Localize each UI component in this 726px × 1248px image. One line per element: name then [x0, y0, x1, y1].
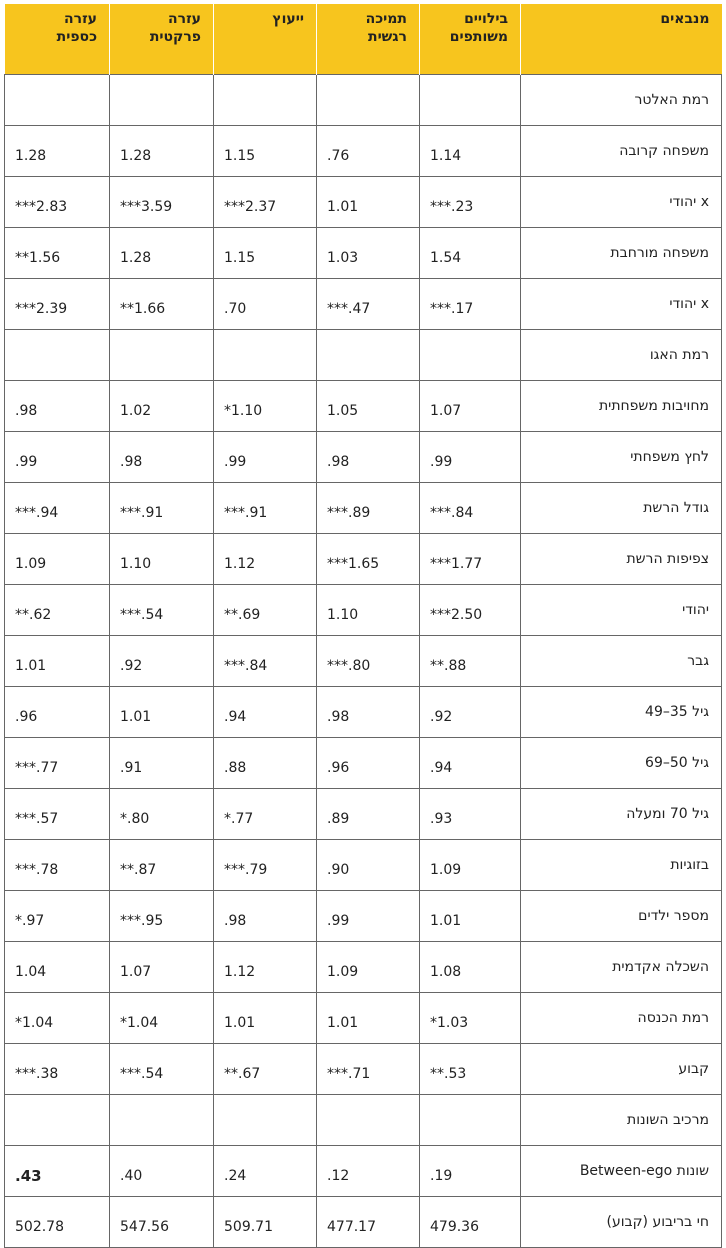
table-row — [5, 330, 722, 381]
table-cell: *.77 — [214, 789, 317, 840]
table-cell: .99 — [420, 432, 521, 483]
table-cell — [420, 1095, 521, 1146]
table-row — [5, 432, 722, 483]
table-cell: ***.17 — [420, 279, 521, 330]
header-advice: ייעוץ — [214, 4, 317, 75]
table-cell: ***.79 — [214, 840, 317, 891]
table-cell: **1.66 — [110, 279, 214, 330]
table-cell: .92 — [110, 636, 214, 687]
table-cell: 1.28 — [110, 228, 214, 279]
table-row — [5, 993, 722, 1044]
table-row — [5, 1095, 722, 1146]
table-cell: **.87 — [110, 840, 214, 891]
table-row — [5, 177, 722, 228]
table-cell: ***.77 — [5, 738, 110, 789]
table-row — [5, 1146, 722, 1197]
row-label: x יהודי — [521, 177, 722, 228]
table-cell: 1.01 — [5, 636, 110, 687]
row-label: גבר — [521, 636, 722, 687]
row-label: גודל הרשת — [521, 483, 722, 534]
row-label: קבוע — [521, 1044, 722, 1095]
table-cell: ***2.83 — [5, 177, 110, 228]
table-cell: ***.91 — [110, 483, 214, 534]
table-cell: ***1.65 — [317, 534, 420, 585]
row-label: משפחה קרובה — [521, 126, 722, 177]
table-cell: ***.78 — [5, 840, 110, 891]
row-label: גיל 35–49 — [521, 687, 722, 738]
table-cell: 1.04 — [5, 942, 110, 993]
table-cell: ***.94 — [5, 483, 110, 534]
table-cell: 509.71 — [214, 1197, 317, 1248]
table-cell — [5, 75, 110, 126]
table-cell: 477.17 — [317, 1197, 420, 1248]
table-row — [5, 840, 722, 891]
table-row — [5, 1044, 722, 1095]
table-cell: **.62 — [5, 585, 110, 636]
table-cell: ***2.37 — [214, 177, 317, 228]
table-cell: .98 — [110, 432, 214, 483]
row-label: מרכיב השונות — [521, 1095, 722, 1146]
table-cell: .88 — [214, 738, 317, 789]
table-cell — [214, 75, 317, 126]
table-cell — [110, 75, 214, 126]
table-row — [5, 1197, 722, 1248]
header-predictors: מנבאים — [521, 4, 722, 75]
table-cell: .96 — [5, 687, 110, 738]
table-cell: *1.10 — [214, 381, 317, 432]
table-cell: ***3.59 — [110, 177, 214, 228]
table-cell: ***2.39 — [5, 279, 110, 330]
table-cell — [110, 1095, 214, 1146]
table-cell: .94 — [420, 738, 521, 789]
table-row — [5, 228, 722, 279]
table-cell: 1.07 — [420, 381, 521, 432]
row-label: יהודי — [521, 585, 722, 636]
table-cell: *1.04 — [5, 993, 110, 1044]
table-cell: ***2.50 — [420, 585, 521, 636]
table-cell: 1.01 — [214, 993, 317, 1044]
row-label: חי בריבוע (קבוע) — [521, 1197, 722, 1248]
table-cell — [5, 330, 110, 381]
table-cell: .98 — [5, 381, 110, 432]
table-cell — [317, 330, 420, 381]
table-cell: 1.01 — [317, 993, 420, 1044]
table-cell: 1.01 — [420, 891, 521, 942]
table-row — [5, 483, 722, 534]
table-cell: ***.54 — [110, 1044, 214, 1095]
regression-table — [4, 4, 722, 1248]
table-cell: ***.91 — [214, 483, 317, 534]
table-cell: .76 — [317, 126, 420, 177]
header-row — [5, 4, 722, 75]
table-cell — [214, 1095, 317, 1146]
table-cell: ***.38 — [5, 1044, 110, 1095]
header-joint-leisure: בילויים משותפים — [420, 4, 521, 75]
table-cell: .24 — [214, 1146, 317, 1197]
table-cell: 1.15 — [214, 228, 317, 279]
table-row — [5, 534, 722, 585]
table-cell: .12 — [317, 1146, 420, 1197]
row-label: רמת האלטר — [521, 75, 722, 126]
table-cell: .19 — [420, 1146, 521, 1197]
row-label: לחץ משפחתי — [521, 432, 722, 483]
table-cell: *.80 — [110, 789, 214, 840]
row-label: בזוגיות — [521, 840, 722, 891]
table-cell: ***.57 — [5, 789, 110, 840]
table-cell: .99 — [214, 432, 317, 483]
table-cell: 1.09 — [420, 840, 521, 891]
table-cell: 547.56 — [110, 1197, 214, 1248]
table-cell: ***.84 — [214, 636, 317, 687]
table-cell: 1.54 — [420, 228, 521, 279]
table-cell: ***.89 — [317, 483, 420, 534]
row-label: רמת הכנסה — [521, 993, 722, 1044]
table-cell: **.69 — [214, 585, 317, 636]
table-cell: .98 — [317, 432, 420, 483]
table-row — [5, 789, 722, 840]
table-cell: 479.36 — [420, 1197, 521, 1248]
table-cell: ***.23 — [420, 177, 521, 228]
row-label: מספר ילדים — [521, 891, 722, 942]
table-cell: 1.03 — [317, 228, 420, 279]
table-cell: 1.09 — [5, 534, 110, 585]
table-cell: 1.14 — [420, 126, 521, 177]
table-cell: 1.05 — [317, 381, 420, 432]
table-cell: .96 — [317, 738, 420, 789]
row-label: גיל 50–69 — [521, 738, 722, 789]
table-cell: 1.28 — [110, 126, 214, 177]
table-cell: 1.07 — [110, 942, 214, 993]
table-cell: .93 — [420, 789, 521, 840]
table-row — [5, 279, 722, 330]
table-row — [5, 636, 722, 687]
table-cell: .40 — [110, 1146, 214, 1197]
table-cell: ***.47 — [317, 279, 420, 330]
table-row — [5, 585, 722, 636]
table-row — [5, 75, 722, 126]
table-cell — [420, 330, 521, 381]
row-label: מחויבות משפחתית — [521, 381, 722, 432]
table-cell: 1.01 — [110, 687, 214, 738]
table-cell — [214, 330, 317, 381]
row-label: שונות Between-ego — [521, 1146, 722, 1197]
table-cell: .92 — [420, 687, 521, 738]
table-row — [5, 891, 722, 942]
row-label: רמת האגו — [521, 330, 722, 381]
table-cell: **.88 — [420, 636, 521, 687]
table-cell: .70 — [214, 279, 317, 330]
header-financial-help: עזרה כספית — [5, 4, 110, 75]
table-cell: .90 — [317, 840, 420, 891]
table-cell — [420, 75, 521, 126]
table-cell: .99 — [317, 891, 420, 942]
row-label: משפחה מורחבת — [521, 228, 722, 279]
table-cell: .94 — [214, 687, 317, 738]
table-cell: ***.84 — [420, 483, 521, 534]
table-row — [5, 126, 722, 177]
table-cell — [317, 1095, 420, 1146]
table-cell — [5, 1095, 110, 1146]
table-cell: 1.10 — [110, 534, 214, 585]
table-row — [5, 687, 722, 738]
table-cell: 502.78 — [5, 1197, 110, 1248]
table-cell: *.97 — [5, 891, 110, 942]
table-cell — [317, 75, 420, 126]
table-cell: ***.54 — [110, 585, 214, 636]
table-cell: .99 — [5, 432, 110, 483]
row-label: גיל 70 ומעלה — [521, 789, 722, 840]
table-cell — [110, 330, 214, 381]
table-cell: **.53 — [420, 1044, 521, 1095]
table-cell: .89 — [317, 789, 420, 840]
table-row — [5, 381, 722, 432]
row-label: השכלה אקדמית — [521, 942, 722, 993]
table-cell: *1.03 — [420, 993, 521, 1044]
table-cell: ***.80 — [317, 636, 420, 687]
table-cell: ***1.77 — [420, 534, 521, 585]
table-cell: 1.15 — [214, 126, 317, 177]
table-cell: .98 — [214, 891, 317, 942]
row-label: צפיפות הרשת — [521, 534, 722, 585]
header-practical-help: עזרה פרקטית — [110, 4, 214, 75]
table-cell: 1.09 — [317, 942, 420, 993]
table-cell: .43 — [5, 1146, 110, 1197]
table-cell: .98 — [317, 687, 420, 738]
row-label: x יהודי — [521, 279, 722, 330]
table-cell: 1.02 — [110, 381, 214, 432]
table-cell: *1.04 — [110, 993, 214, 1044]
table-cell: 1.01 — [317, 177, 420, 228]
table-row — [5, 942, 722, 993]
table-cell: ***.71 — [317, 1044, 420, 1095]
header-emotional-support: תמיכה רגשית — [317, 4, 420, 75]
table-cell: 1.10 — [317, 585, 420, 636]
table-cell: 1.12 — [214, 534, 317, 585]
table-cell: **1.56 — [5, 228, 110, 279]
table-row — [5, 738, 722, 789]
table-cell: **.67 — [214, 1044, 317, 1095]
table-cell: 1.28 — [5, 126, 110, 177]
table-cell: .91 — [110, 738, 214, 789]
table-cell: 1.12 — [214, 942, 317, 993]
table-cell: 1.08 — [420, 942, 521, 993]
table-cell: ***.95 — [110, 891, 214, 942]
